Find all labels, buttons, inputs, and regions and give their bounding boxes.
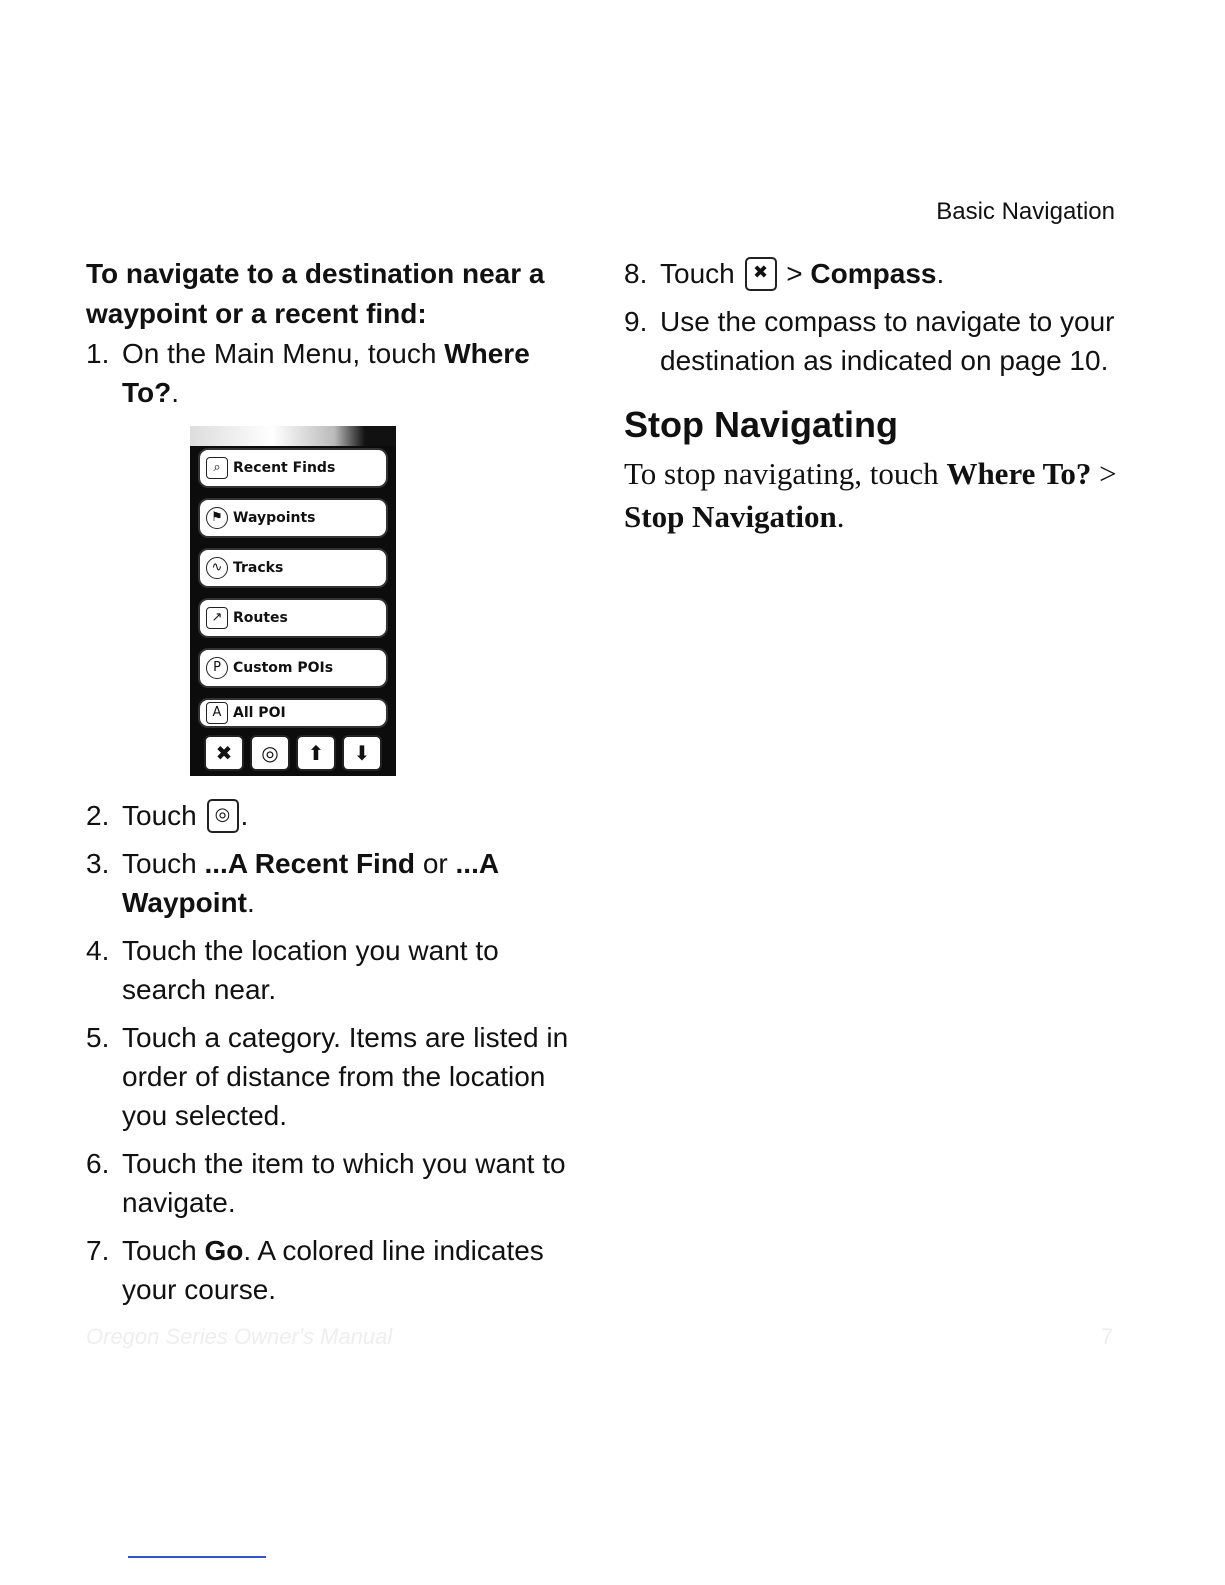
device-screenshot: [190, 426, 396, 776]
menu-item-label: Tracks: [233, 560, 284, 576]
running-header: Basic Navigation: [936, 198, 1115, 225]
custom-poi-icon: P: [206, 657, 228, 679]
step-number: 6.: [86, 1148, 110, 1179]
step-8: [624, 254, 1124, 293]
step-text: . A colored line indicates your course.: [122, 1235, 544, 1305]
step-number: 2.: [86, 800, 110, 831]
menu-item-tracks: [198, 548, 388, 588]
menu-item-waypoints: [198, 498, 388, 538]
step-5: [86, 1018, 586, 1135]
footer-page-number: 7: [1100, 1324, 1113, 1349]
close-icon: ✖: [745, 257, 777, 291]
menu-item-label: Custom POIs: [233, 660, 334, 676]
step-number: 7.: [86, 1235, 110, 1266]
step-text: >: [778, 258, 811, 289]
step-3: [86, 844, 586, 922]
menu-item-routes: [198, 598, 388, 638]
menu-item-label: Waypoints: [233, 510, 316, 526]
step-text: .: [240, 800, 249, 831]
search-near-icon: ◎: [250, 735, 290, 771]
arrow-up-icon: ⬆: [296, 735, 336, 771]
step-text: Touch the location you want to search near.: [122, 935, 499, 1005]
footer-manual-title: Oregon Series Owner's Manual: [86, 1324, 393, 1349]
menu-item-custom-pois: [198, 648, 388, 688]
step-text: Touch: [122, 800, 205, 831]
step-1: [86, 334, 586, 412]
close-icon: ✖: [204, 735, 244, 771]
step-text: Use the compass to navigate to your destination as indicated on page 10.: [660, 306, 1115, 376]
step-text: On the Main Menu, touch: [122, 338, 445, 369]
menu-item-recent-finds: [198, 448, 388, 488]
device-toolbar: [194, 734, 392, 772]
step-bold-text: ...A Waypoint: [122, 848, 499, 918]
scan-edge-line: [128, 1556, 266, 1558]
step-2: [86, 796, 586, 835]
step-number: 4.: [86, 935, 110, 966]
step-text: Touch: [660, 258, 743, 289]
menu-item-label: All POI: [233, 705, 286, 721]
step-text: .: [246, 887, 255, 918]
step-bold-text: Go: [204, 1235, 244, 1266]
procedure-title: To navigate to a destination near a waypoint or a recent find:: [86, 258, 545, 329]
step-number: 1.: [86, 338, 110, 369]
step-text: Touch: [122, 1235, 205, 1266]
tracks-icon: ∿: [206, 557, 228, 579]
stop-navigating-paragraph: [624, 452, 1124, 538]
paragraph-bold-text: Stop Navigation: [624, 499, 837, 534]
step-text: Touch: [122, 848, 205, 879]
step-6: [86, 1144, 586, 1222]
arrow-down-icon: ⬇: [342, 735, 382, 771]
right-column: [624, 254, 1124, 538]
step-number: 9.: [624, 306, 648, 337]
screen-top-graphic: [190, 426, 396, 446]
menu-item-label: Routes: [233, 610, 288, 626]
step-bold-text: ...A Recent Find: [204, 848, 416, 879]
waypoint-flag-icon: ⚑: [206, 507, 228, 529]
step-bold-text: Where To?: [122, 338, 530, 408]
paragraph-bold-text: Where To?: [946, 456, 1092, 491]
step-bold-text: Compass: [810, 258, 937, 289]
routes-icon: ↗: [206, 607, 228, 629]
step-text: .: [171, 377, 180, 408]
step-number: 3.: [86, 848, 110, 879]
paragraph-text: .: [836, 499, 845, 534]
menu-item-label: Recent Finds: [233, 460, 336, 476]
step-text: or: [415, 848, 456, 879]
step-text: Touch the item to which you want to navigate.: [122, 1148, 566, 1218]
step-number: 5.: [86, 1022, 110, 1053]
paragraph-text: To stop navigating, touch: [624, 456, 947, 491]
step-9: [624, 302, 1124, 380]
menu-item-all-poi: [198, 698, 388, 728]
left-column: [86, 254, 586, 1318]
step-number: 8.: [624, 258, 648, 289]
recent-finds-icon: ⌕: [206, 457, 228, 479]
step-4: [86, 931, 586, 1009]
all-poi-icon: A: [206, 702, 228, 724]
step-text: Touch a category. Items are listed in order of distance from the location you selected.: [122, 1022, 569, 1131]
paragraph-text: >: [1091, 456, 1117, 491]
step-7: [86, 1231, 586, 1309]
section-heading: Stop Navigating: [624, 404, 899, 445]
search-near-icon: ◎: [207, 799, 239, 833]
step-text: .: [936, 258, 945, 289]
